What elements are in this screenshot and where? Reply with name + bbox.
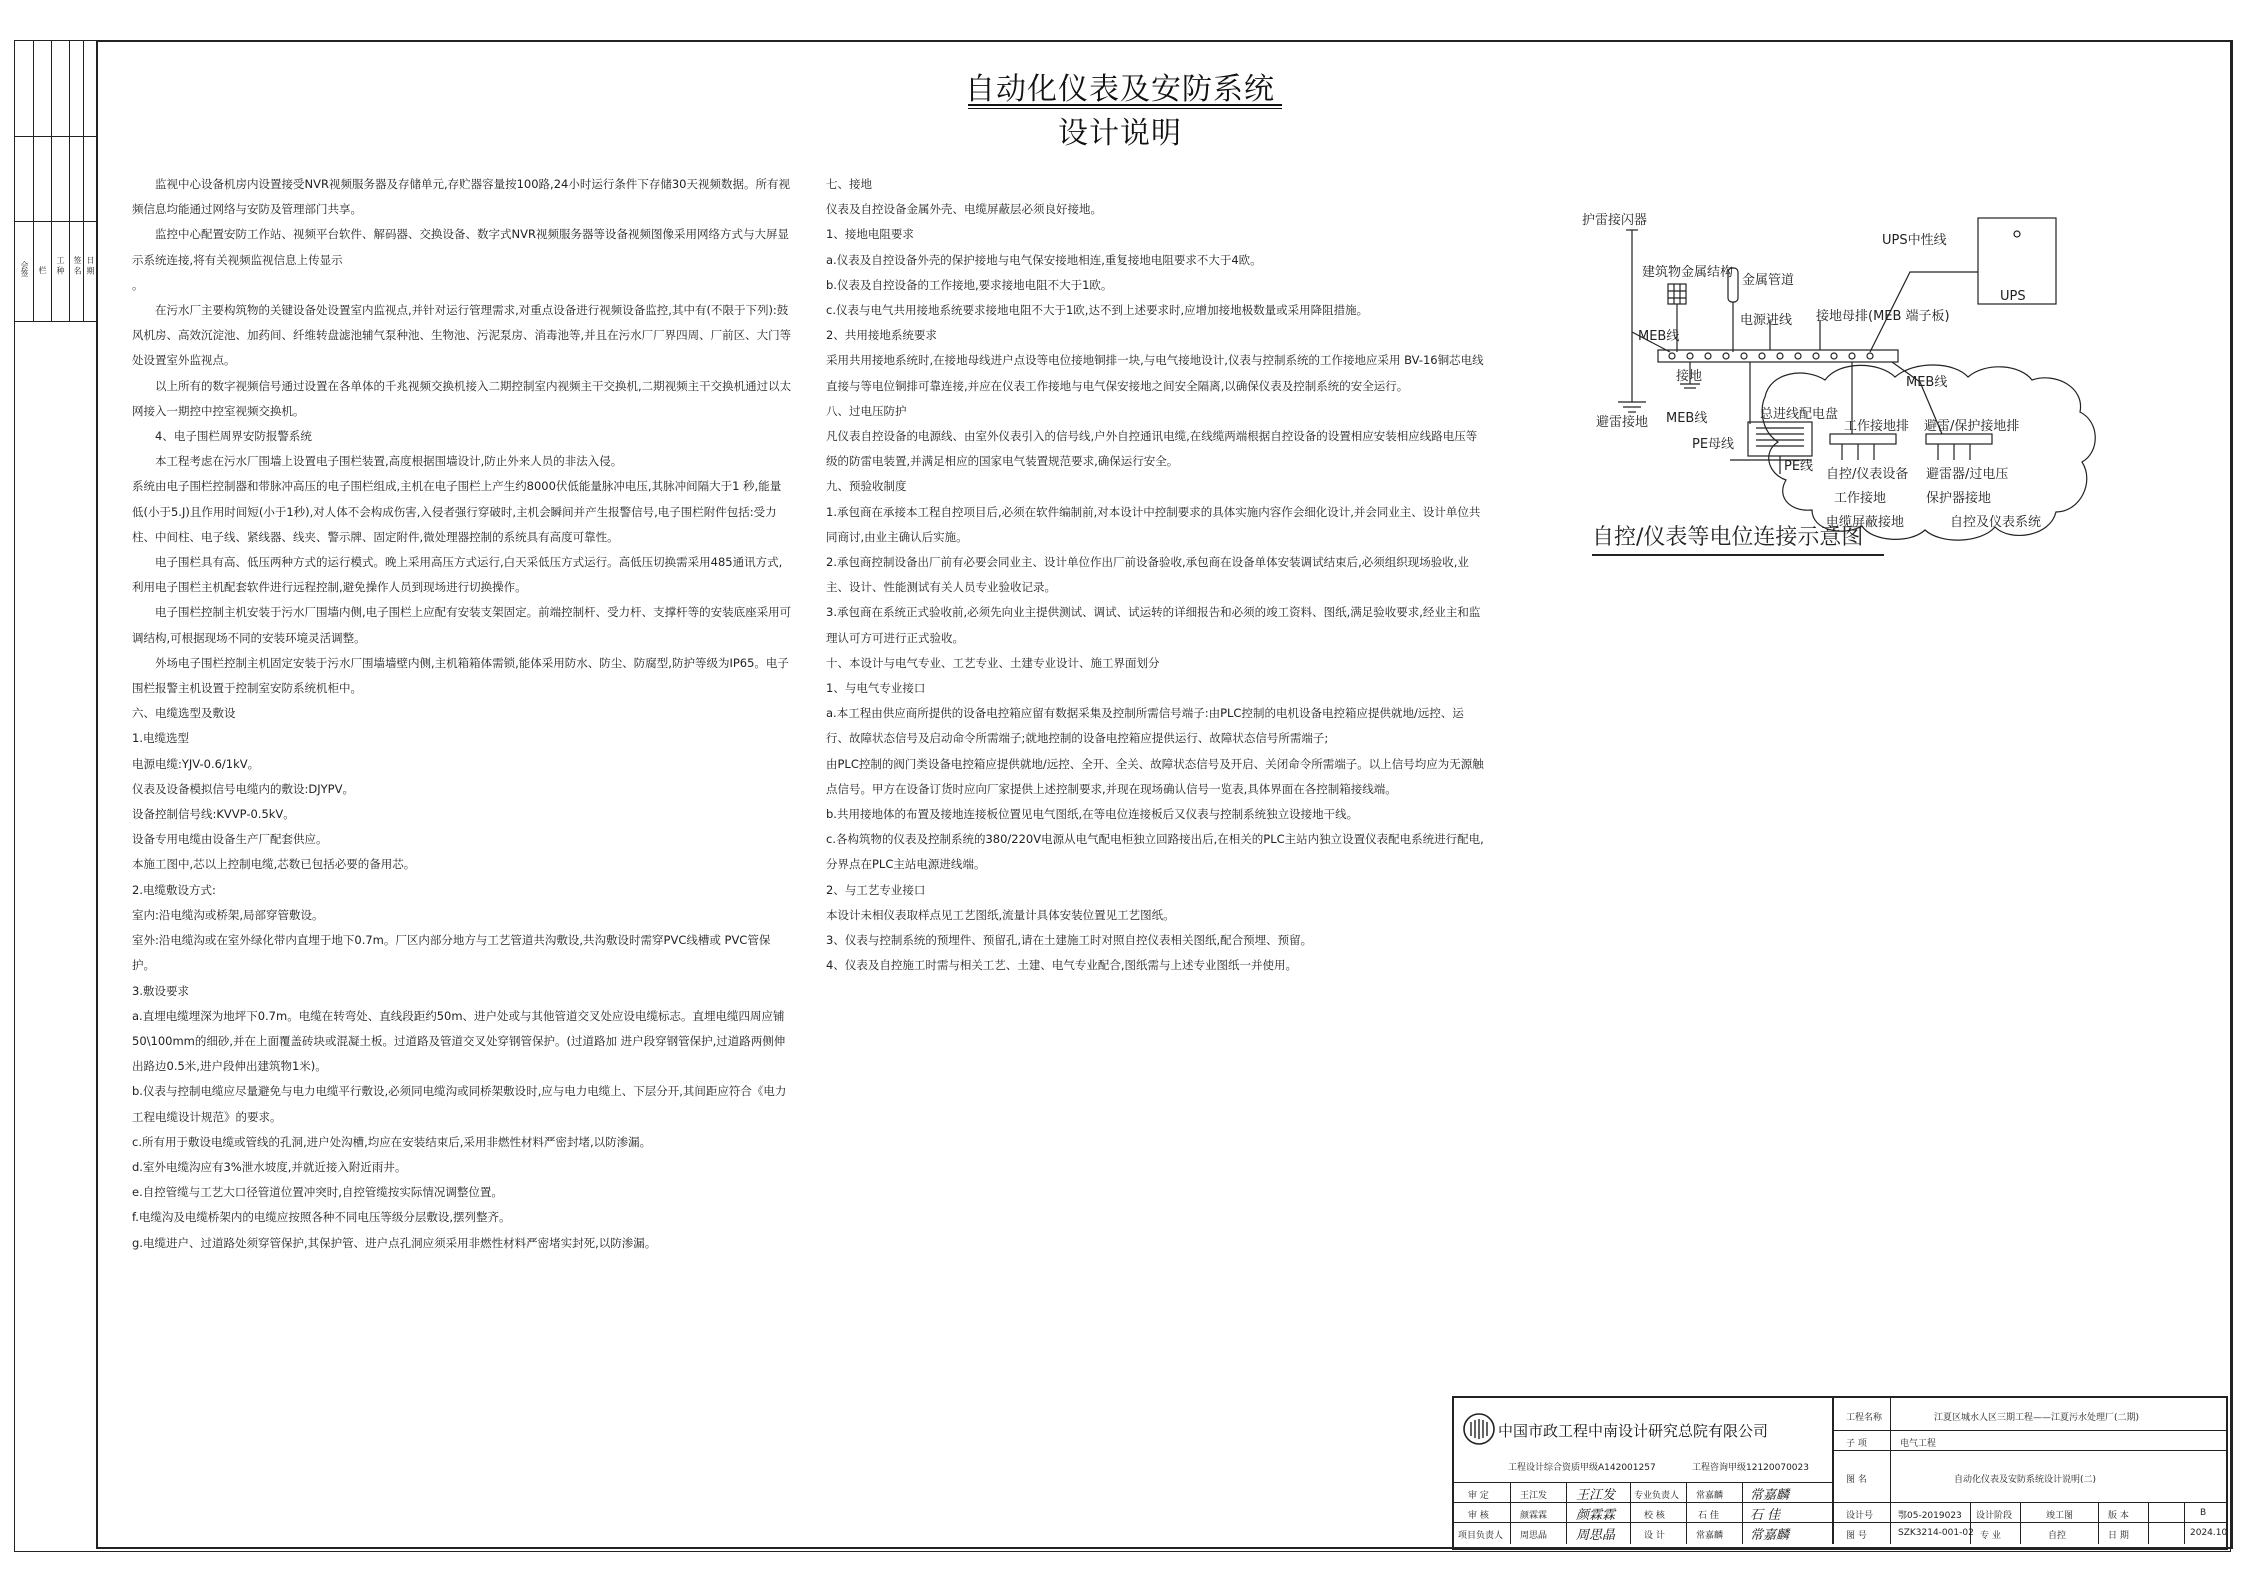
title-underline-thin (968, 108, 1282, 109)
lbl-arrester-overvolt: 避雷器/过电压 (1926, 467, 2009, 482)
name-review: 颜霖霖 (1520, 1511, 1548, 1521)
text-line: 九、预验收制度 (826, 479, 907, 494)
subitem-label: 子 项 (1846, 1439, 1867, 1449)
text-line: 1、接地电阻要求 (826, 227, 914, 242)
lbl-power-in: 电源进线 (1740, 313, 1793, 328)
signature-discipline-lead: 常嘉麟 (1750, 1488, 1790, 1503)
lbl-metal-pipe: 金属管道 (1742, 273, 1795, 288)
text-line: 十、本设计与电气专业、工艺专业、土建专业设计、施工界面划分 (826, 655, 1160, 670)
lbl-ground: 接地 (1676, 369, 1703, 384)
meb-terminals (1669, 353, 1873, 359)
design-no-label: 设计号 (1846, 1511, 1874, 1521)
lbl-protector-ground: 保护器接地 (1926, 491, 1992, 506)
signature-design: 常嘉麟 (1750, 1528, 1790, 1543)
text-line: 室内:沿电缆沟或桥架,局部穿管敷设。 (132, 907, 324, 922)
text-line: c.仪表与电气共用接地系统要求接地电阻不大于1欧,达不到上述要求时,应增加接地极数量或采用降阻措施。 (826, 303, 1369, 318)
drawing-no-value: SZK3214-001-02 (1898, 1528, 1974, 1538)
stage-label: 设计阶段 (1976, 1511, 2013, 1521)
text-line: 本工程考虑在污水厂围墙上设置电子围栏装置,高度根据围墙设计,防止外来人员的非法入侵。 (132, 454, 623, 469)
text-line: 2.电缆敷设方式: (132, 882, 216, 897)
lbl-lightning-ground: 避雷接地 (1596, 415, 1649, 430)
signature-approve: 王江发 (1576, 1488, 1616, 1503)
text-line: 4、仪表及自控施工时需与相关工艺、土建、电气专业配合,图纸需与上述专业图纸一并使用。 (826, 958, 1297, 973)
equipotential-diagram (1580, 212, 2120, 572)
lbl-meb-line-3: MEB线 (1906, 375, 1948, 390)
diagram-title: 自控/仪表等电位连接示意图 (1592, 525, 1864, 550)
lbl-cable-shield: 电缆屏蔽接地 (1826, 515, 1905, 530)
license-a: 工程设计综合资质甲级A142001257 (1508, 1463, 1656, 1473)
text-line: 2.承包商控制设备出厂前有必要会同业主、设计单位作出厂前设备验收,承包商在设备单体安装调试结束后,必须组织现场验收,业主、设计、性能测试有关人员专业验收记录。 (826, 555, 1469, 595)
name-approve: 王江发 (1520, 1491, 1548, 1501)
role-discipline-lead: 专业负责人 (1634, 1491, 1680, 1501)
text-line: c.所有用于敷设电缆或管线的孔洞,进户处沟槽,均应在安装结束后,采用非燃性材料严密封堵,以防渗漏。 (132, 1134, 652, 1149)
text-line: 监控中心配置安防工作站、视频平台软件、解码器、交换设备、数字式NVR视频服务器等设备视频图像采用网络方式与大屏显示系统连接,将有关视频监视信息上传显示 (132, 227, 789, 267)
text-line: 凡仪表自控设备的电源线、由室外仪表引入的信号线,户外自控通讯电缆,在线缆两端根据自控设备的设置相应安装相应线路电压等级的防雷电装置,并满足相应的国家电气装置规范要求,确保运行安全。 (826, 429, 1478, 469)
text-line: 2、与工艺专业接口 (826, 882, 926, 897)
text-line: g.电缆进户、过道路处须穿管保护,其保护管、进户点孔洞应须采用非燃性材料严密堵实封死,以防渗漏。 (132, 1235, 657, 1250)
text-line: 由PLC控制的阀门类设备电控箱应提供就地/远控、全开、全关、故障状态信号及开启、关闭命令所需端子。以上信号均应为无源触点信号。甲方在设备订货时应向厂家提供上述控制要求,并现在现场确认信号一览表,具体界面在各控制箱接线端。 (826, 756, 1484, 796)
text-line: a.仪表及自控设备外壳的保护接地与电气保安接地相连,重复接地电阻要求不大于4欧。 (826, 252, 1262, 267)
date-value: 2024.10 (2190, 1528, 2228, 1538)
drawing-label: 图 名 (1846, 1475, 1867, 1485)
drawing-no-label: 图 号 (1846, 1531, 1867, 1541)
text-line: 1.承包商在承接本工程自控项目后,必须在软件编制前,对本设计中控制要求的具体实施内容作会细化设计,并会同业主、设计单位共同商讨,由业主确认后实施。 (826, 504, 1481, 544)
project-value: 江夏区城水人区三期工程——江夏污水处理厂(二期) (1934, 1413, 2140, 1423)
text-line: c.各构筑物的仪表及控制系统的380/220V电源从电气配电柜独立回路接出后,在相关的PLC主站内独立设置仪表配电系统进行配电,分界点在PLC主站电源进线端。 (826, 832, 1484, 872)
text-line: e.自控管缆与工艺大口径管道位置冲突时,自控管缆按实际情况调整位置。 (132, 1185, 503, 1200)
subitem-value: 电气工程 (1900, 1439, 1937, 1449)
text-line: f.电缆沟及电缆桥架内的电缆应按照各种不同电压等级分层敷设,摆列整齐。 (132, 1210, 511, 1225)
role-project-lead: 项目负责人 (1458, 1531, 1504, 1541)
signature-check: 石 佳 (1750, 1508, 1781, 1523)
diagram-title-underline (1592, 554, 1884, 556)
lbl-building-metal: 建筑物金属结构 (1642, 265, 1734, 280)
text-line: a.本工程由供应商所提供的设备电控箱应留有数据采集及控制所需信号端子:由PLC控制的电机设备电控箱应提供就地/远控、运行、故障状态信号及启动命令所需端子;就地控制的设备电控箱应提供运行、故障状态信号所需端子; (826, 706, 1464, 746)
text-line: 七、接地 (826, 177, 872, 191)
text-line: 本设计未相仪表取样点见工艺图纸,流量计具体安装位置见工艺图纸。 (826, 907, 1175, 922)
version-label: 版 本 (2108, 1511, 2129, 1521)
text-line: 六、电缆选型及敷设 (132, 706, 236, 721)
text-line: 设备专用电缆由设备生产厂配套供应。 (132, 832, 328, 847)
project-label: 工程名称 (1846, 1413, 1883, 1423)
text-line: a.直埋电缆埋深为地坪下0.7m。电缆在转弯处、直线段距约50m、进户处或与其他管道交叉处应设电缆标志。直埋电缆四周应铺50\100mm的细砂,并在上面覆盖砖块或混凝土板。过道路及管道交叉处穿钢管保护。(过道路加 进户段穿钢管保护,过道路两侧伸出路边0.5米,进户段伸出建筑物1米)。 (132, 1008, 786, 1074)
text-line: 以上所有的数字视频信号通过设置在各单体的千兆视频交换机接入二期控制室内视频主干交换机,二期视频主干交换机通过以太网接入一期控中控室视频交换机。 (132, 378, 792, 418)
discipline-label: 专 业 (1980, 1531, 2001, 1541)
discipline-value: 自控 (2048, 1531, 2067, 1541)
version-value: B (2200, 1508, 2207, 1518)
text-line: 本施工图中,芯以上控制电缆,芯数已包括必要的备用芯。 (132, 857, 416, 872)
role-review: 审 核 (1468, 1511, 1489, 1521)
side-cell-2: 栏 (38, 266, 47, 274)
side-cell-3: 工 种 (56, 256, 65, 275)
license-b: 工程咨询甲级12120070023 (1692, 1463, 1809, 1473)
text-line: 3.敷设要求 (132, 983, 189, 998)
lbl-protect-ground-bar: 避雷/保护接地排 (1924, 419, 2020, 434)
lbl-main-board: 总进线配电盘 (1760, 407, 1839, 422)
text-line: 电子围栏具有高、低压两种方式的运行模式。晚上采用高压方式运行,白天采低压方式运行。高低压切换需采用485通讯方式,利用电子围栏主机配套软件进行远程控制,避免操作人员到现场进行切换操作。 (132, 555, 783, 595)
lbl-work-ground: 工作接地 (1834, 491, 1887, 506)
name-design: 常嘉麟 (1696, 1531, 1724, 1541)
text-line: 3、仪表与控制系统的预埋件、预留孔,请在土建施工时对照自控仪表相关图纸,配合预埋、预留。 (826, 933, 1313, 948)
lbl-meb-line-1: MEB线 (1638, 329, 1680, 344)
text-line: 。 (132, 277, 144, 292)
lbl-pe-bar: PE母线 (1692, 437, 1735, 452)
side-cell-5: 日 期 (86, 256, 95, 275)
middle-text-column (826, 172, 1486, 979)
text-line: 1、与电气专业接口 (826, 681, 926, 696)
text-line: 室外:沿电缆沟或在室外绿化带内直埋于地下0.7m。厂区内部分地方与工艺管道共沟敷设,共沟敷设时需穿PVC线槽或 PVC管保护。 (132, 933, 771, 973)
text-line: 仪表及设备模拟信号电缆内的敷设:DJYPV。 (132, 781, 354, 796)
text-line: b.仪表与控制电缆应尽量避免与电力电缆平行敷设,必须同电缆沟或同桥架敷设时,应与电力电缆上、下层分开,其间距应符合《电力工程电缆设计规范》的要求。 (132, 1084, 787, 1124)
stage-value: 竣工图 (2046, 1511, 2074, 1521)
lbl-ups: UPS (2000, 289, 2026, 304)
text-line: 3.承包商在系统正式验收前,必须先向业主提供测试、调试、试运转的详细报告和必须的竣工资料、图纸,满足验收要求,经业主和监理认可方可进行正式验收。 (826, 605, 1481, 645)
lbl-meb-line-2: MEB线 (1666, 411, 1708, 426)
side-cell-1: 会签 (20, 261, 29, 277)
lbl-ground-bar: 接地母排(MEB 端子板) (1816, 309, 1950, 324)
text-line: 系统由电子围栏控制器和带脉冲高压的电子围栏组成,主机在电子围栏上产生约8000伏低能量脉冲电压,其脉冲间隔大于1 秒,能量低(小于5.J)且作用时间短(小于1秒),对人体不会构成伤害,入侵者强行穿破时,主机会瞬间并产生报警信号,电子围栏附件包括:受力柱、中间柱、电子线、紧线器、线夹、警示牌、固定附件,微处理器控制的系统具有高度可靠性。 (132, 479, 782, 544)
side-cell-4: 签 名 (73, 256, 82, 275)
text-line: 采用共用接地系统时,在接地母线进户点设等电位接地铜排一块,与电气接地设计,仪表与控制系统的工作接地应采用 BV-16铜芯电线直接与等电位铜排可靠连接,并应在仪表工作接地与电气保安接地之间安全隔离,以确保仪表及控制系统的安全运行。 (826, 353, 1484, 393)
lbl-ups-neutral: UPS中性线 (1882, 233, 1947, 248)
text-line: 4、电子围栏周界安防报警系统 (132, 429, 312, 444)
left-text-column (132, 172, 792, 1256)
text-line: 监视中心设备机房内设置接受NVR视频服务器及存储单元,存贮器容量按100路,24小时运行条件下存储30天视频数据。所有视频信息均能通过网络与安防及管理部门共享。 (132, 177, 790, 217)
text-line: b.共用接地体的布置及接地连接板位置见电气图纸,在等电位连接板后又仪表与控制系统独立设接地干线。 (826, 807, 1359, 822)
name-project-lead: 周思晶 (1520, 1531, 1548, 1541)
lbl-work-ground-bar: 工作接地排 (1844, 419, 1910, 434)
role-design: 设 计 (1644, 1531, 1665, 1541)
page-title: 自动化仪表及安防系统设计说明 (965, 72, 1275, 151)
signature-project-lead: 周思晶 (1576, 1528, 1616, 1543)
text-line: 电子围栏控制主机安装于污水厂围墙内侧,电子围栏上应配有安装支架固定。前端控制杆、受力杆、支撑杆等的安装底座采用可调结构,可根据现场不同的安装环境灵活调整。 (132, 605, 792, 645)
title-underline (968, 104, 1282, 106)
lbl-pe-line: PE线 (1784, 459, 1814, 474)
lbl-lightning-arrester: 护雷接闪器 (1582, 213, 1648, 228)
name-check: 石 佳 (1698, 1511, 1719, 1521)
drawing-value: 自动化仪表及安防系统设计说明(二) (1954, 1475, 2097, 1485)
role-approve: 审 定 (1468, 1491, 1489, 1501)
text-line: 2、共用接地系统要求 (826, 328, 937, 343)
title-block (1452, 1396, 2228, 1550)
company-name: 中国市政工程中南设计研究总院有限公司 (1498, 1422, 1769, 1440)
role-check: 校 核 (1644, 1511, 1665, 1521)
text-line: 电源电缆:YJV-0.6/1kV。 (132, 756, 260, 771)
text-line: d.室外电缆沟应有3%泄水坡度,并就近接入附近雨井。 (132, 1159, 407, 1174)
lbl-auto-device: 自控/仪表设备 (1826, 467, 1909, 482)
text-line: 1.电缆选型 (132, 731, 189, 746)
name-discipline-lead: 常嘉麟 (1696, 1491, 1724, 1501)
text-line: 外场电子围栏控制主机固定安装于污水厂围墙墙壁内侧,主机箱箱体需锁,能体采用防水、防尘、防腐型,防护等级为IP65。电子围栏报警主机设置于控制室安防系统机柜中。 (132, 655, 789, 696)
side-signoff-strip (14, 40, 98, 322)
text-line: 八、过电压防护 (826, 403, 907, 418)
text-line: 在污水厂主要构筑物的关键设备处设置室内监视点,并针对运行管理需求,对重点设备进行视频设备监控,其中有(不限于下列):鼓风机房、高效沉淀池、加药间、纤维转盘滤池辅气泵种池、生物池、污泥泵房、消毒池等,并且在污水厂厂界四周、厂前区、大门等处设置室外监视点。 (132, 303, 792, 368)
signature-review: 颜霖霖 (1576, 1508, 1616, 1523)
lbl-auto-system: 自控及仪表系统 (1950, 515, 2042, 530)
text-line: 仪表及自控设备金属外壳、电缆屏蔽层必须良好接地。 (826, 202, 1102, 217)
company-logo (1462, 1412, 1496, 1446)
date-label: 日 期 (2108, 1531, 2129, 1541)
design-no-value: 鄂05-2019023 (1898, 1511, 1962, 1521)
text-line: 设备控制信号线:KVVP-0.5kV。 (132, 807, 295, 822)
text-line: b.仪表及自控设备的工作接地,要求接地电阻不大于1欧。 (826, 277, 1113, 292)
